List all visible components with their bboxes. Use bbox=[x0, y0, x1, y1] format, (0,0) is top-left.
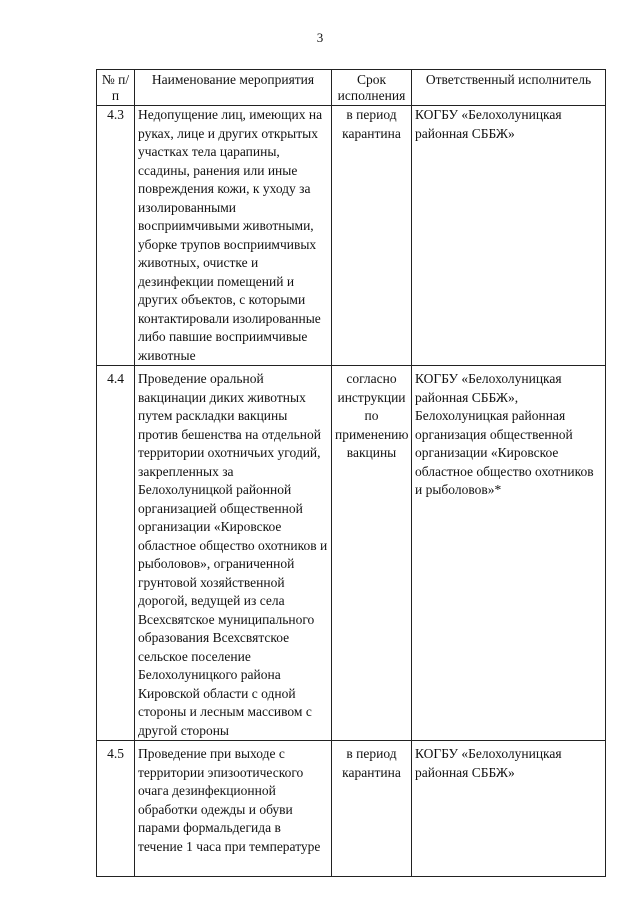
row-term: в период карантина bbox=[332, 106, 412, 366]
row-num: 4.5 bbox=[97, 741, 135, 877]
header-name: Наименование мероприятия bbox=[135, 70, 332, 106]
row-responsible: КОГБУ «Белохолуницкая районная СББЖ» bbox=[412, 106, 606, 366]
row-name: Проведение оральной вакцинации диких животных путем раскладки вакцины против бешенства на отдельной территории охотничьих угодий, закрепленных за Белохолуницкой районной организацией общественной организации «Кировское областное общество охотников и рыболовов», ограниченной грунтовой хозяйственной дорогой, ведущей из села Всехсвятское муниципального образования Всехсвятское сельское поселение Белохолуницкого района Кировской области с одной стороны и лесным массивом с другой стороны bbox=[135, 366, 332, 741]
header-responsible: Ответственный исполнитель bbox=[412, 70, 606, 106]
row-term: в период карантина bbox=[332, 741, 412, 877]
table-header-row bbox=[97, 70, 606, 106]
table-row bbox=[97, 741, 606, 877]
row-responsible: КОГБУ «Белохолуницкая районная СББЖ», Белохолуницкая районная организация общественной организации «Кировское областное общество охотников и рыболовов»* bbox=[412, 366, 606, 741]
header-num: № п/п bbox=[97, 70, 135, 106]
row-name: Проведение при выходе с территории эпизоотического очага дезинфекционной обработки одежды и обуви парами формальдегида в течение 1 часа при температуре bbox=[135, 741, 332, 877]
table-row bbox=[97, 366, 606, 741]
page-number: 3 bbox=[316, 30, 324, 45]
header-term: Срок исполнения bbox=[332, 70, 412, 106]
row-term: согласно инструкции по применению вакцины bbox=[332, 366, 412, 741]
row-responsible: КОГБУ «Белохолуницкая районная СББЖ» bbox=[412, 741, 606, 877]
row-num: 4.3 bbox=[97, 106, 135, 366]
row-num: 4.4 bbox=[97, 366, 135, 741]
table-row bbox=[97, 106, 606, 366]
measures-table bbox=[96, 69, 606, 877]
row-name: Недопущение лиц, имеющих на руках, лице и других открытых участках тела царапины, ссадины, ранения или иные повреждения кожи, к уходу за изолированными восприимчивыми животными, уборке трупов восприимчивых животных, очистке и дезинфекции помещений и других объектов, с которыми контактировали изолированные либо павшие восприимчивые животные bbox=[135, 106, 332, 366]
